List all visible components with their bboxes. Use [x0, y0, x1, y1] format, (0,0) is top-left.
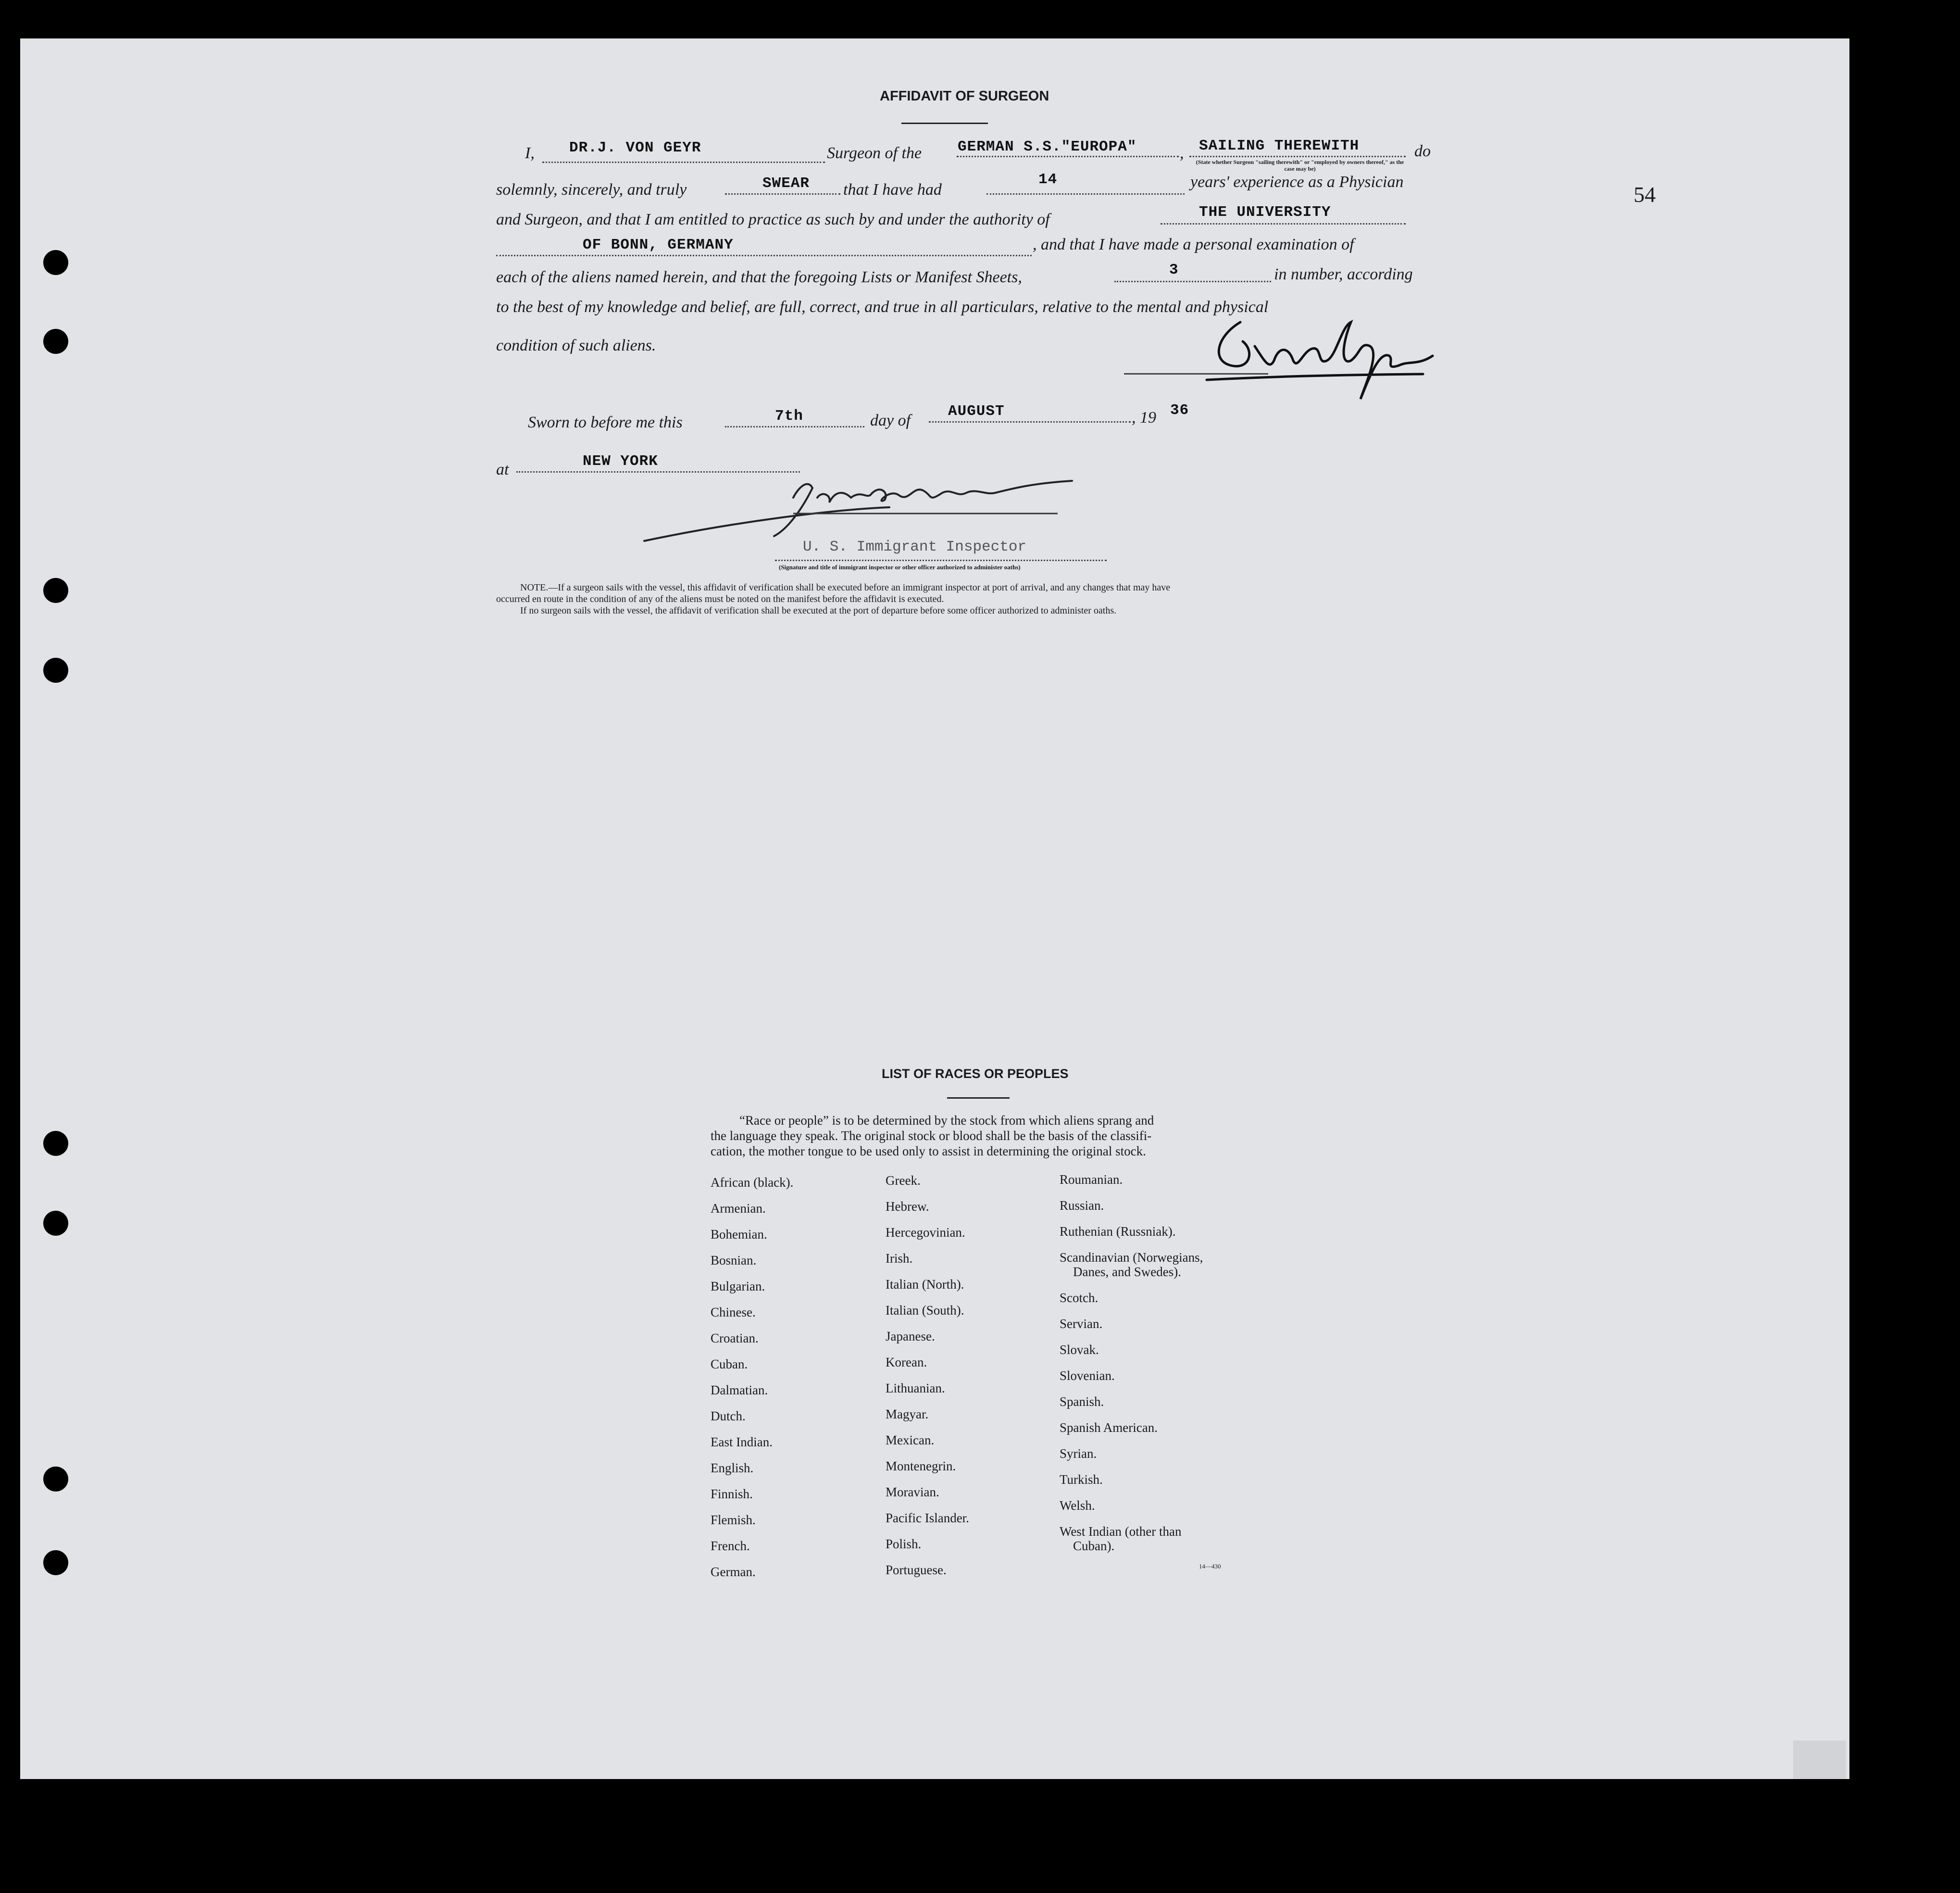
- race-item: African (black).: [711, 1175, 794, 1190]
- race-item: Syrian.: [1060, 1446, 1097, 1461]
- text-personal-exam: , and that I have made a personal examination of: [1033, 236, 1354, 253]
- race-item: Cuban).: [1073, 1539, 1115, 1553]
- races-column-2: [886, 1173, 969, 1589]
- race-item: Russian.: [1060, 1198, 1104, 1213]
- years-experience: 14: [1038, 171, 1058, 188]
- title-rule: [901, 123, 988, 124]
- note-label: NOTE.—: [520, 582, 558, 593]
- race-item: Polish.: [886, 1537, 922, 1551]
- note-line: occurred en route in the condition of any of the aliens must be noted on the manifest before the affidavit is executed.: [496, 594, 944, 604]
- page-edge: [1793, 1741, 1846, 1779]
- note-line: If no surgeon sails with the vessel, the affidavit of verification shall be executed at the port of departure before some officer authorized to administer oaths.: [520, 605, 1117, 616]
- race-item: Greek.: [886, 1173, 921, 1188]
- race-item: Korean.: [886, 1355, 927, 1369]
- fill-line: [1114, 281, 1271, 282]
- fill-line: [496, 255, 1032, 256]
- punch-hole: [43, 578, 68, 603]
- fill-line: [1161, 223, 1406, 225]
- text-sworn: Sworn to before me this: [528, 414, 683, 431]
- race-item: Spanish American.: [1060, 1420, 1158, 1435]
- text-do: do: [1414, 142, 1431, 160]
- race-item: Magyar.: [886, 1407, 929, 1421]
- race-item: Italian (North).: [886, 1277, 964, 1291]
- race-item: Dutch.: [711, 1409, 746, 1423]
- inspector-title: U. S. Immigrant Inspector: [803, 539, 1027, 555]
- race-item: Italian (South).: [886, 1303, 964, 1317]
- race-item: Roumanian.: [1060, 1172, 1123, 1187]
- punch-hole: [43, 250, 68, 275]
- text-best-knowledge: to the best of my knowledge and belief, are full, correct, and true in all particulars, relative to the mental and physical: [496, 298, 1269, 316]
- race-item: Montenegrin.: [886, 1459, 956, 1473]
- text-condition: condition of such aliens.: [496, 337, 656, 354]
- races-intro: [711, 1113, 1154, 1159]
- race-item: East Indian.: [711, 1435, 773, 1449]
- inspector-signature: [639, 469, 1082, 546]
- intro-line: the language they speak. The original stock or blood shall be the basis of the classifi-: [711, 1128, 1152, 1143]
- text-and-surgeon: and Surgeon, and that I am entitled to practice as such by and under the authority of: [496, 211, 1050, 228]
- text-in-number: in number, according: [1274, 265, 1413, 283]
- race-item: Japanese.: [886, 1329, 935, 1343]
- fill-line: [1189, 156, 1406, 157]
- sworn-day: 7th: [775, 408, 803, 425]
- oath-word: SWEAR: [762, 175, 810, 192]
- status-hint: (State whether Surgeon "sailing therewith" or "employed by owners thereof," as the case may be): [1196, 159, 1404, 172]
- race-item: Mexican.: [886, 1433, 935, 1447]
- race-item: Pacific Islander.: [886, 1511, 969, 1525]
- race-item: Spanish.: [1060, 1394, 1104, 1409]
- text-each-alien: each of the aliens named herein, and that the foregoing Lists or Manifest Sheets,: [496, 268, 1022, 286]
- race-item: Slovenian.: [1060, 1368, 1115, 1383]
- intro-line: cation, the mother tongue to be used only to assist in determining the original stock.: [711, 1144, 1146, 1158]
- form-number: 14—430: [1199, 1563, 1221, 1570]
- text-at: at: [496, 461, 509, 478]
- race-item: Scotch.: [1060, 1291, 1099, 1305]
- fill-line: [725, 426, 864, 427]
- race-item: Hebrew.: [886, 1199, 929, 1214]
- punch-hole: [43, 1550, 68, 1575]
- race-item: Slovak.: [1060, 1342, 1099, 1357]
- affidavit-title: AFFIDAVIT OF SURGEON: [880, 88, 1049, 104]
- race-item: Welsh.: [1060, 1498, 1095, 1513]
- vessel-name: GERMAN S.S."EUROPA": [958, 138, 1137, 155]
- race-item: English.: [711, 1461, 754, 1475]
- race-item: West Indian (other than: [1060, 1524, 1182, 1539]
- note-block: [496, 582, 1434, 616]
- inspector-hint: (Signature and title of immigrant inspector or other officer authorized to administer oaths): [779, 564, 1021, 571]
- race-item: Ruthenian (Russniak).: [1060, 1224, 1176, 1239]
- race-item: Danes, and Swedes).: [1073, 1265, 1181, 1279]
- race-item: Hercegovinian.: [886, 1225, 965, 1240]
- fill-line: [929, 421, 1131, 423]
- race-item: Servian.: [1060, 1316, 1103, 1331]
- punch-hole: [43, 1467, 68, 1492]
- surgeon-name: DR.J. VON GEYR: [569, 139, 701, 156]
- race-item: German.: [711, 1565, 756, 1579]
- race-item: Irish.: [886, 1251, 913, 1266]
- race-item: Flemish.: [711, 1513, 756, 1527]
- races-column-3: [1060, 1172, 1203, 1565]
- race-item: Finnish.: [711, 1487, 753, 1501]
- race-item: Chinese.: [711, 1305, 756, 1319]
- race-item: Armenian.: [711, 1201, 766, 1216]
- authority-line1: THE UNIVERSITY: [1199, 204, 1331, 221]
- sworn-year: 36: [1170, 402, 1189, 419]
- punch-hole: [43, 1131, 68, 1156]
- race-item: Portuguese.: [886, 1563, 947, 1577]
- text-i: I,: [525, 144, 535, 162]
- races-column-1: [711, 1175, 793, 1591]
- race-item: Croatian.: [711, 1331, 759, 1345]
- text-that-had: that I have had: [843, 181, 942, 199]
- text-century: , 19: [1132, 409, 1156, 426]
- intro-line: “Race or people” is to be determined by the stock from which aliens sprang and: [739, 1113, 1154, 1128]
- races-title: LIST OF RACES OR PEOPLES: [882, 1066, 1069, 1081]
- race-item: Moravian.: [886, 1485, 939, 1499]
- race-item: Bulgarian.: [711, 1279, 765, 1293]
- punch-hole: [43, 1211, 68, 1236]
- sworn-place: NEW YORK: [583, 453, 658, 470]
- race-item: Bohemian.: [711, 1227, 767, 1241]
- surgeon-status: SAILING THEREWITH: [1199, 138, 1360, 154]
- surgeon-signature: [1197, 308, 1442, 409]
- race-item: Bosnian.: [711, 1253, 757, 1267]
- fill-line: [957, 156, 1179, 157]
- fill-line: [986, 193, 1185, 195]
- punch-hole: [43, 329, 68, 354]
- sworn-month: AUGUST: [948, 403, 1005, 420]
- race-item: Lithuanian.: [886, 1381, 945, 1395]
- race-item: Dalmatian.: [711, 1383, 768, 1397]
- fill-line: [775, 560, 1107, 561]
- race-item: French.: [711, 1539, 750, 1553]
- fill-line: [542, 162, 825, 163]
- races-title-rule: [947, 1097, 1010, 1099]
- text-comma: ,: [1180, 144, 1184, 162]
- race-item: Cuban.: [711, 1357, 748, 1371]
- text-day-of: day of: [870, 412, 911, 429]
- sheet-count: 3: [1169, 262, 1179, 278]
- text-years-exp: years' experience as a Physician: [1190, 173, 1404, 191]
- page-number: 54: [1634, 182, 1656, 207]
- punch-hole: [43, 658, 68, 683]
- text-surgeon-of: Surgeon of the: [827, 144, 922, 162]
- fill-line: [725, 193, 840, 195]
- note-line: If a surgeon sails with the vessel, this affidavit of verification shall be executed before an immigrant inspector at port of arrival, and any changes that may have: [558, 582, 1171, 593]
- text-solemnly: solemnly, sincerely, and truly: [496, 181, 687, 199]
- authority-line2: OF BONN, GERMANY: [583, 237, 734, 253]
- race-item: Turkish.: [1060, 1472, 1103, 1487]
- race-item: Scandinavian (Norwegians,: [1060, 1250, 1203, 1265]
